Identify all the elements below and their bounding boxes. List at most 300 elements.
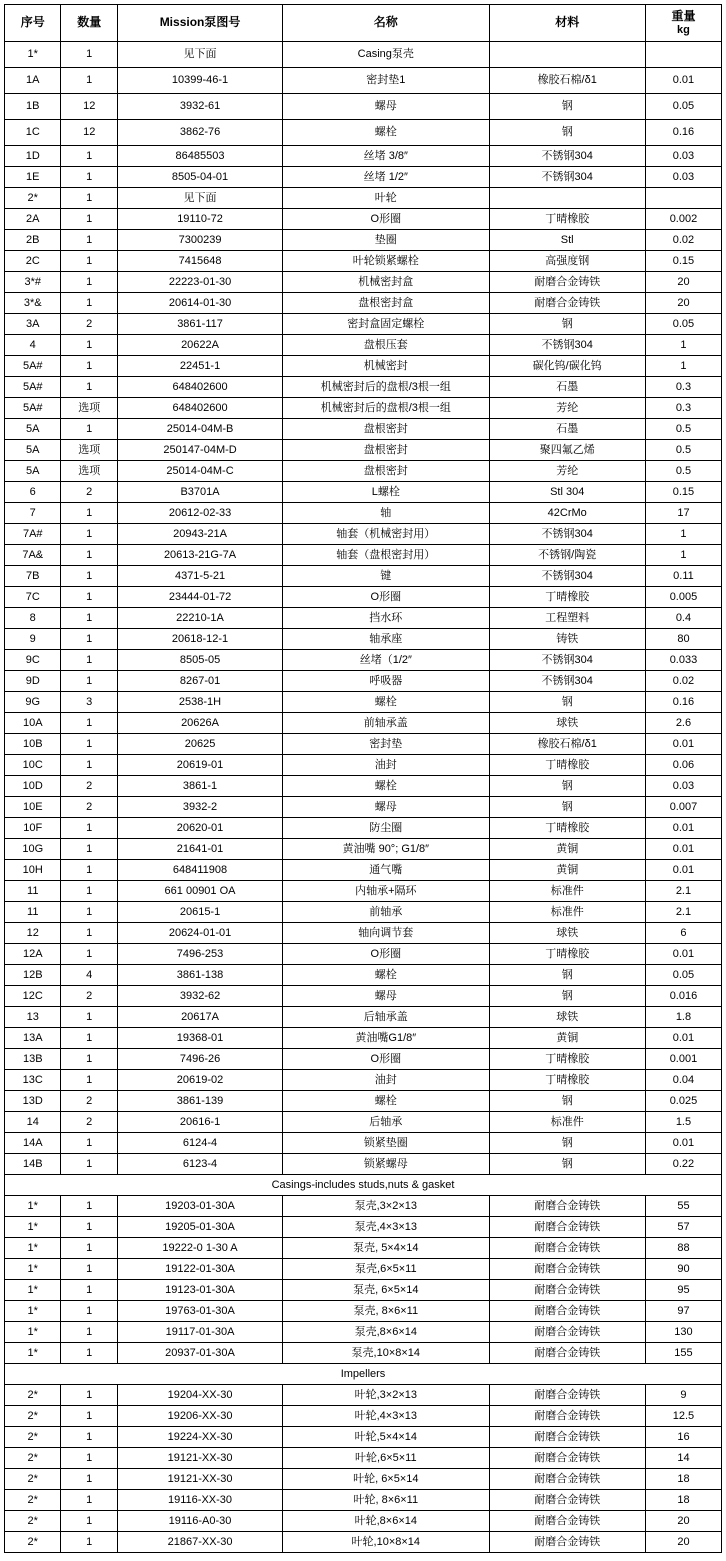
cell-material: 芳纶 <box>489 461 645 482</box>
cell-qty: 1 <box>61 272 117 293</box>
table-row <box>5 1154 722 1175</box>
cell-part-number: 20614-01-30 <box>117 293 282 314</box>
cell-qty: 1 <box>61 1511 117 1532</box>
cell-weight: 0.01 <box>645 839 721 860</box>
cell-name: 黄油嘴G1/8″ <box>283 1028 489 1049</box>
cell-weight: 0.4 <box>645 608 721 629</box>
table-row <box>5 1091 722 1112</box>
cell-weight: 0.007 <box>645 797 721 818</box>
cell-qty: 1 <box>61 923 117 944</box>
cell-material: 橡胶石棉/δ1 <box>489 734 645 755</box>
cell-qty: 1 <box>61 209 117 230</box>
cell-part-number: 7496-26 <box>117 1049 282 1070</box>
cell-no: 1* <box>5 1259 61 1280</box>
table-row <box>5 965 722 986</box>
cell-no: 3*# <box>5 272 61 293</box>
cell-no: 13A <box>5 1028 61 1049</box>
cell-name: 盘根密封 <box>283 440 489 461</box>
cell-name: 螺母 <box>283 94 489 120</box>
cell-name: 锁紧螺母 <box>283 1154 489 1175</box>
table-row <box>5 944 722 965</box>
cell-name: 叶轮,6×5×11 <box>283 1448 489 1469</box>
cell-part-number: 22210-1A <box>117 608 282 629</box>
cell-material: 耐磨合金铸铁 <box>489 1259 645 1280</box>
cell-weight: 155 <box>645 1343 721 1364</box>
cell-material: 丁晴橡胶 <box>489 587 645 608</box>
cell-qty: 1 <box>61 587 117 608</box>
table-row <box>5 440 722 461</box>
cell-name: 机械密封盒 <box>283 272 489 293</box>
cell-name: 泵壳,4×3×13 <box>283 1217 489 1238</box>
cell-weight: 9 <box>645 1385 721 1406</box>
table-row <box>5 503 722 524</box>
cell-qty: 1 <box>61 335 117 356</box>
cell-no: 10G <box>5 839 61 860</box>
cell-material: 钢 <box>489 1133 645 1154</box>
header-qty: 数量 <box>61 5 117 42</box>
cell-part-number: 3861-139 <box>117 1091 282 1112</box>
cell-qty: 1 <box>61 566 117 587</box>
cell-name: 泵壳,6×5×11 <box>283 1259 489 1280</box>
cell-name: 泵壳, 5×4×14 <box>283 1238 489 1259</box>
cell-material: 石墨 <box>489 419 645 440</box>
cell-material: 42CrMo <box>489 503 645 524</box>
cell-name: 呼吸器 <box>283 671 489 692</box>
cell-name: 密封垫 <box>283 734 489 755</box>
cell-no: 7 <box>5 503 61 524</box>
cell-part-number: 20615-1 <box>117 902 282 923</box>
table-row <box>5 251 722 272</box>
cell-no: 13B <box>5 1049 61 1070</box>
cell-no: 7A# <box>5 524 61 545</box>
cell-qty: 1 <box>61 167 117 188</box>
cell-no: 2* <box>5 1469 61 1490</box>
cell-material: 丁晴橡胶 <box>489 755 645 776</box>
table-row <box>5 1301 722 1322</box>
cell-part-number: 19122-01-30A <box>117 1259 282 1280</box>
cell-qty: 1 <box>61 230 117 251</box>
cell-part-number: 3932-62 <box>117 986 282 1007</box>
cell-no: 10C <box>5 755 61 776</box>
cell-part-number: B3701A <box>117 482 282 503</box>
table-row <box>5 923 722 944</box>
cell-qty: 1 <box>61 251 117 272</box>
cell-no: 10E <box>5 797 61 818</box>
cell-qty: 1 <box>61 1007 117 1028</box>
cell-no: 2* <box>5 188 61 209</box>
cell-name: 挡水环 <box>283 608 489 629</box>
cell-material: 丁晴橡胶 <box>489 1070 645 1091</box>
cell-weight: 0.05 <box>645 965 721 986</box>
cell-name: 油封 <box>283 755 489 776</box>
cell-name: 前轴承 <box>283 902 489 923</box>
cell-material: 工程塑料 <box>489 608 645 629</box>
cell-material: 球铁 <box>489 1007 645 1028</box>
table-row <box>5 1469 722 1490</box>
cell-part-number: 19117-01-30A <box>117 1322 282 1343</box>
table-row <box>5 1112 722 1133</box>
cell-qty: 1 <box>61 68 117 94</box>
cell-name: 泵壳, 8×6×11 <box>283 1301 489 1322</box>
cell-weight: 0.06 <box>645 755 721 776</box>
cell-weight: 18 <box>645 1490 721 1511</box>
table-row <box>5 1070 722 1091</box>
cell-material: 钢 <box>489 965 645 986</box>
cell-part-number: 20624-01-01 <box>117 923 282 944</box>
cell-material: 芳纶 <box>489 398 645 419</box>
cell-name: 泵壳,8×6×14 <box>283 1322 489 1343</box>
cell-part-number: 3861-1 <box>117 776 282 797</box>
cell-no: 8 <box>5 608 61 629</box>
cell-no: 1* <box>5 1301 61 1322</box>
cell-qty: 1 <box>61 1532 117 1553</box>
cell-no: 14 <box>5 1112 61 1133</box>
cell-weight: 2.1 <box>645 881 721 902</box>
cell-part-number: 7496-253 <box>117 944 282 965</box>
cell-qty: 2 <box>61 1112 117 1133</box>
table-row <box>5 818 722 839</box>
cell-qty: 1 <box>61 356 117 377</box>
table-row <box>5 1322 722 1343</box>
cell-no: 2* <box>5 1511 61 1532</box>
cell-name: 机械密封 <box>283 356 489 377</box>
cell-weight: 0.025 <box>645 1091 721 1112</box>
cell-name: 螺栓 <box>283 776 489 797</box>
cell-weight: 0.05 <box>645 314 721 335</box>
cell-qty: 选项 <box>61 461 117 482</box>
cell-name: 丝堵 3/8″ <box>283 146 489 167</box>
cell-name: 螺母 <box>283 986 489 1007</box>
cell-weight: 0.02 <box>645 671 721 692</box>
table-row <box>5 272 722 293</box>
cell-no: 1B <box>5 94 61 120</box>
cell-weight: 20 <box>645 1532 721 1553</box>
cell-weight <box>645 42 721 68</box>
cell-weight: 0.01 <box>645 1133 721 1154</box>
cell-name: 键 <box>283 566 489 587</box>
cell-name: 叶轮,3×2×13 <box>283 1385 489 1406</box>
cell-material: 标准件 <box>489 902 645 923</box>
cell-no: 1* <box>5 1238 61 1259</box>
cell-name: 螺母 <box>283 797 489 818</box>
cell-name: 密封垫1 <box>283 68 489 94</box>
table-row <box>5 1490 722 1511</box>
cell-part-number: 8267-01 <box>117 671 282 692</box>
cell-material: 钢 <box>489 94 645 120</box>
cell-qty: 1 <box>61 293 117 314</box>
cell-no: 5A <box>5 440 61 461</box>
cell-part-number: 19203-01-30A <box>117 1196 282 1217</box>
table-row <box>5 860 722 881</box>
cell-weight: 0.01 <box>645 1028 721 1049</box>
table-row <box>5 734 722 755</box>
cell-no: 10F <box>5 818 61 839</box>
cell-qty: 2 <box>61 1091 117 1112</box>
cell-part-number: 20625 <box>117 734 282 755</box>
cell-no: 2C <box>5 251 61 272</box>
cell-name: 垫圈 <box>283 230 489 251</box>
cell-qty: 选项 <box>61 440 117 461</box>
cell-part-number: 20612-02-33 <box>117 503 282 524</box>
cell-no: 13 <box>5 1007 61 1028</box>
header-name: 名称 <box>283 5 489 42</box>
cell-part-number: 20619-02 <box>117 1070 282 1091</box>
cell-weight: 0.01 <box>645 68 721 94</box>
cell-material: 钢 <box>489 1154 645 1175</box>
cell-weight: 20 <box>645 1511 721 1532</box>
cell-weight: 16 <box>645 1427 721 1448</box>
cell-name: 叶轮锁紧螺栓 <box>283 251 489 272</box>
cell-material: 橡胶石棉/δ1 <box>489 68 645 94</box>
cell-name: 后轴承 <box>283 1112 489 1133</box>
table-row <box>5 545 722 566</box>
cell-material: 耐磨合金铸铁 <box>489 1238 645 1259</box>
table-row <box>5 881 722 902</box>
cell-part-number: 19204-XX-30 <box>117 1385 282 1406</box>
cell-name: 轴套（盘根密封用） <box>283 545 489 566</box>
cell-part-number: 4371-5-21 <box>117 566 282 587</box>
cell-material: 耐磨合金铸铁 <box>489 1196 645 1217</box>
table-row <box>5 1238 722 1259</box>
cell-material: 不锈钢304 <box>489 566 645 587</box>
cell-qty: 1 <box>61 503 117 524</box>
section-label: Impellers <box>5 1364 722 1385</box>
cell-name: 轴承座 <box>283 629 489 650</box>
cell-qty: 1 <box>61 1217 117 1238</box>
cell-part-number: 20937-01-30A <box>117 1343 282 1364</box>
cell-name: 叶轮 <box>283 188 489 209</box>
cell-no: 1E <box>5 167 61 188</box>
cell-part-number: 3861-138 <box>117 965 282 986</box>
cell-qty: 1 <box>61 1343 117 1364</box>
cell-no: 12B <box>5 965 61 986</box>
table-row <box>5 671 722 692</box>
table-row <box>5 167 722 188</box>
table-row <box>5 398 722 419</box>
cell-material: 耐磨合金铸铁 <box>489 272 645 293</box>
table-row <box>5 335 722 356</box>
cell-material: 不锈钢304 <box>489 146 645 167</box>
cell-material: 耐磨合金铸铁 <box>489 1490 645 1511</box>
cell-no: 10B <box>5 734 61 755</box>
cell-qty: 1 <box>61 755 117 776</box>
cell-weight: 0.5 <box>645 440 721 461</box>
cell-no: 2* <box>5 1490 61 1511</box>
table-header <box>5 5 722 42</box>
cell-part-number: 3861-117 <box>117 314 282 335</box>
cell-no: 10A <box>5 713 61 734</box>
table-row <box>5 1406 722 1427</box>
cell-material: 耐磨合金铸铁 <box>489 1511 645 1532</box>
cell-part-number: 7300239 <box>117 230 282 251</box>
table-row <box>5 1427 722 1448</box>
cell-name: 丝堵（1/2″ <box>283 650 489 671</box>
cell-part-number: 25014-04M-B <box>117 419 282 440</box>
cell-name: O形圈 <box>283 209 489 230</box>
cell-weight: 18 <box>645 1469 721 1490</box>
cell-weight: 97 <box>645 1301 721 1322</box>
cell-no: 3*& <box>5 293 61 314</box>
cell-material: 不锈钢304 <box>489 650 645 671</box>
cell-material: 钢 <box>489 776 645 797</box>
cell-weight: 17 <box>645 503 721 524</box>
table-row <box>5 1049 722 1070</box>
table-row <box>5 755 722 776</box>
cell-material: 钢 <box>489 986 645 1007</box>
table-row <box>5 692 722 713</box>
cell-weight: 0.01 <box>645 944 721 965</box>
cell-name: 泵壳,10×8×14 <box>283 1343 489 1364</box>
cell-no: 1C <box>5 120 61 146</box>
table-row <box>5 1343 722 1364</box>
cell-name: 轴向调节套 <box>283 923 489 944</box>
cell-part-number: 19121-XX-30 <box>117 1448 282 1469</box>
table-row <box>5 1196 722 1217</box>
cell-no: 2* <box>5 1427 61 1448</box>
cell-part-number: 21641-01 <box>117 839 282 860</box>
cell-material: 球铁 <box>489 923 645 944</box>
cell-weight: 0.16 <box>645 692 721 713</box>
cell-no: 7A& <box>5 545 61 566</box>
cell-qty: 选项 <box>61 398 117 419</box>
cell-name: 油封 <box>283 1070 489 1091</box>
section-header-row <box>5 1175 722 1196</box>
cell-weight: 0.01 <box>645 818 721 839</box>
cell-name: 前轴承盖 <box>283 713 489 734</box>
cell-no: 6 <box>5 482 61 503</box>
table-row <box>5 902 722 923</box>
cell-name: 密封盒固定螺栓 <box>283 314 489 335</box>
cell-weight: 2.1 <box>645 902 721 923</box>
cell-no: 5A# <box>5 377 61 398</box>
cell-part-number: 19206-XX-30 <box>117 1406 282 1427</box>
cell-part-number: 23444-01-72 <box>117 587 282 608</box>
cell-no: 1* <box>5 1196 61 1217</box>
table-row <box>5 524 722 545</box>
cell-qty: 1 <box>61 1238 117 1259</box>
table-row <box>5 1532 722 1553</box>
cell-qty: 1 <box>61 1049 117 1070</box>
cell-material: Stl 304 <box>489 482 645 503</box>
cell-qty: 4 <box>61 965 117 986</box>
cell-weight: 0.005 <box>645 587 721 608</box>
cell-weight: 2.6 <box>645 713 721 734</box>
cell-weight: 0.11 <box>645 566 721 587</box>
cell-no: 2B <box>5 230 61 251</box>
table-row <box>5 188 722 209</box>
cell-qty: 1 <box>61 1133 117 1154</box>
cell-weight: 12.5 <box>645 1406 721 1427</box>
header-row <box>5 5 722 42</box>
cell-weight: 0.03 <box>645 776 721 797</box>
cell-weight: 0.16 <box>645 120 721 146</box>
cell-weight: 0.3 <box>645 377 721 398</box>
cell-no: 5A <box>5 419 61 440</box>
cell-material: 聚四氟乙烯 <box>489 440 645 461</box>
header-no: 序号 <box>5 5 61 42</box>
cell-part-number: 20613-21G-7A <box>117 545 282 566</box>
cell-qty: 1 <box>61 1406 117 1427</box>
cell-no: 9C <box>5 650 61 671</box>
cell-no: 2* <box>5 1448 61 1469</box>
table-row <box>5 1007 722 1028</box>
cell-qty: 1 <box>61 1385 117 1406</box>
cell-qty: 1 <box>61 419 117 440</box>
cell-weight: 130 <box>645 1322 721 1343</box>
cell-weight: 0.02 <box>645 230 721 251</box>
cell-name: 机械密封后的盘根/3根一组 <box>283 377 489 398</box>
cell-weight: 1.8 <box>645 1007 721 1028</box>
cell-part-number: 19123-01-30A <box>117 1280 282 1301</box>
cell-weight: 0.5 <box>645 419 721 440</box>
table-row <box>5 566 722 587</box>
cell-material: 钢 <box>489 797 645 818</box>
cell-part-number: 6123-4 <box>117 1154 282 1175</box>
cell-no: 5A# <box>5 356 61 377</box>
cell-weight <box>645 188 721 209</box>
cell-part-number: 648402600 <box>117 377 282 398</box>
cell-weight: 1.5 <box>645 1112 721 1133</box>
cell-name: 泵壳,3×2×13 <box>283 1196 489 1217</box>
cell-qty: 1 <box>61 650 117 671</box>
table-row <box>5 1448 722 1469</box>
cell-qty: 1 <box>61 671 117 692</box>
table-row <box>5 94 722 120</box>
cell-name: 叶轮,10×8×14 <box>283 1532 489 1553</box>
cell-part-number: 86485503 <box>117 146 282 167</box>
cell-name: 黄油嘴 90°; G1/8″ <box>283 839 489 860</box>
cell-qty: 1 <box>61 1154 117 1175</box>
table-row <box>5 650 722 671</box>
cell-no: 2* <box>5 1406 61 1427</box>
table-row <box>5 461 722 482</box>
table-row <box>5 1028 722 1049</box>
cell-material: 高强度钢 <box>489 251 645 272</box>
cell-material: 不锈钢304 <box>489 335 645 356</box>
cell-weight: 1 <box>645 335 721 356</box>
cell-material: 黄铜 <box>489 860 645 881</box>
cell-name: L螺栓 <box>283 482 489 503</box>
cell-no: 12 <box>5 923 61 944</box>
cell-qty: 2 <box>61 986 117 1007</box>
cell-qty: 1 <box>61 1322 117 1343</box>
cell-qty: 1 <box>61 545 117 566</box>
table-row <box>5 776 722 797</box>
cell-material: 碳化钨/碳化钨 <box>489 356 645 377</box>
cell-no: 14B <box>5 1154 61 1175</box>
cell-material: 黄铜 <box>489 1028 645 1049</box>
cell-weight: 0.033 <box>645 650 721 671</box>
cell-qty: 1 <box>61 188 117 209</box>
cell-no: 2* <box>5 1532 61 1553</box>
table-row <box>5 1280 722 1301</box>
cell-name: O形圈 <box>283 587 489 608</box>
table-row <box>5 986 722 1007</box>
cell-qty: 1 <box>61 146 117 167</box>
cell-no: 2* <box>5 1385 61 1406</box>
cell-qty: 12 <box>61 94 117 120</box>
cell-name: 内轴承+隔环 <box>283 881 489 902</box>
cell-no: 12A <box>5 944 61 965</box>
table-row <box>5 356 722 377</box>
cell-name: 后轴承盖 <box>283 1007 489 1028</box>
cell-qty: 1 <box>61 1028 117 1049</box>
cell-qty: 1 <box>61 839 117 860</box>
table-row <box>5 1217 722 1238</box>
cell-material: 丁晴橡胶 <box>489 1049 645 1070</box>
cell-weight: 90 <box>645 1259 721 1280</box>
header-material: 材料 <box>489 5 645 42</box>
